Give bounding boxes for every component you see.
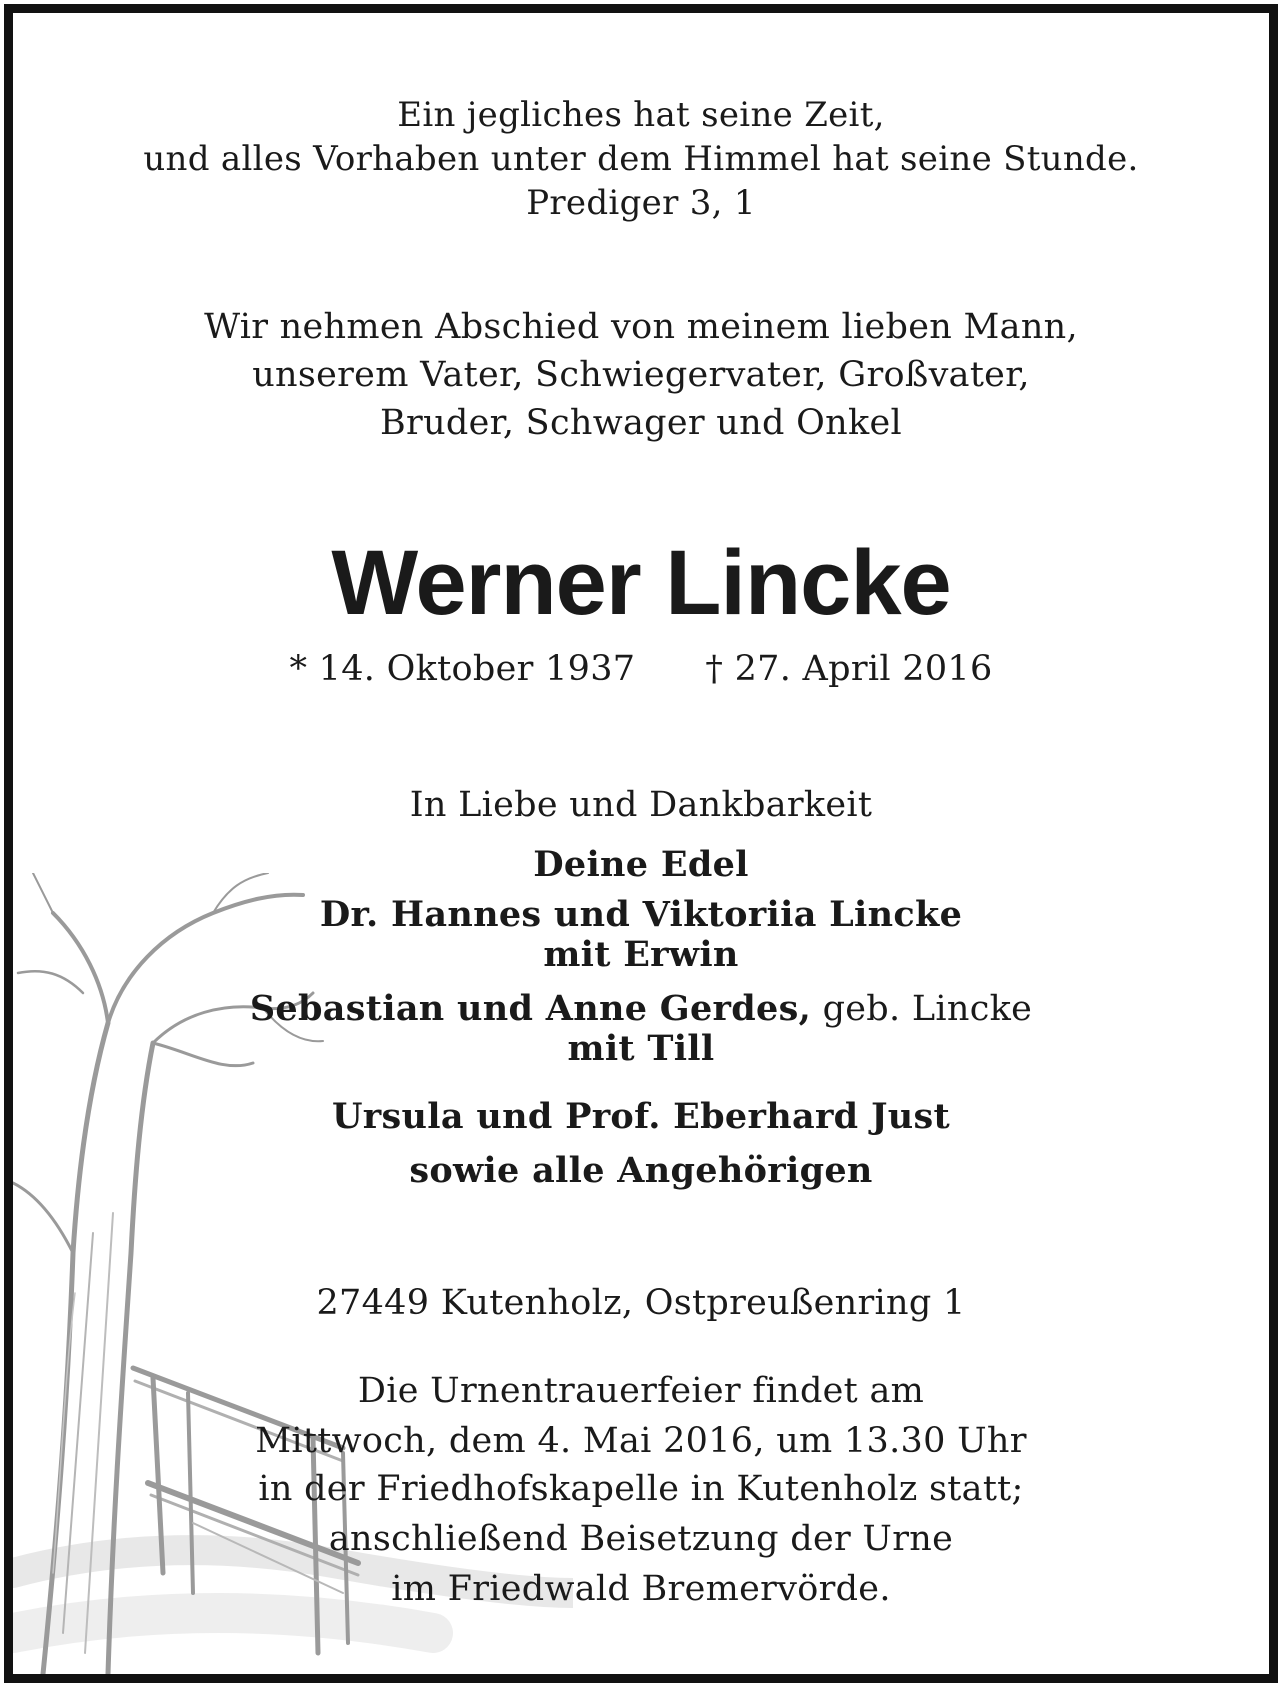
verse-line-1: Ein jegliches hat seine Zeit,: [397, 95, 885, 135]
mourner-line-4-names: Sebastian und Anne Gerdes,: [249, 988, 812, 1029]
intro-line-3: Bruder, Schwager und Onkel: [380, 403, 902, 443]
mourner-line-1: Deine Edel: [533, 844, 749, 885]
mourner-line-7: sowie alle Angehörigen: [409, 1150, 873, 1191]
mourner-line-5: mit Till: [567, 1028, 715, 1069]
obituary-content: [13, 13, 1269, 1674]
life-dates: [13, 647, 1269, 691]
intro-line-2: unserem Vater, Schwiegervater, Großvater,: [252, 355, 1030, 395]
deceased-name: Werner Lincke: [331, 532, 951, 634]
death-date: † 27. April 2016: [705, 649, 993, 689]
ceremony-line-3: in der Friedhofskapelle in Kutenholz statt;: [258, 1469, 1024, 1509]
mourner-line-3: mit Erwin: [543, 934, 739, 975]
mourner-line-4-maiden-name: geb. Lincke: [822, 989, 1033, 1029]
mourners-heading: In Liebe und Dankbarkeit: [409, 785, 873, 825]
mourner-line-6: Ursula und Prof. Eberhard Just: [331, 1096, 951, 1137]
verse-line-2: und alles Vorhaben unter dem Himmel hat seine Stunde.: [143, 139, 1139, 179]
obituary-frame: [4, 4, 1278, 1683]
ceremony-line-1: Die Urnentrauerfeier findet am: [357, 1371, 925, 1411]
intro-line-1: Wir nehmen Abschied von meinem lieben Mann,: [204, 307, 1078, 347]
mourner-line-2: Dr. Hannes und Viktoriia Lincke: [319, 894, 963, 935]
ceremony-line-2: Mittwoch, dem 4. Mai 2016, um 13.30 Uhr: [255, 1421, 1027, 1461]
verse-reference: Prediger 3, 1: [526, 183, 756, 223]
address: 27449 Kutenholz, Ostpreußenring 1: [316, 1283, 966, 1323]
ceremony-line-4: anschließend Beisetzung der Urne: [328, 1519, 954, 1559]
mourner-line-4: [13, 987, 1269, 1031]
ceremony-line-5: im Friedwald Bremervörde.: [391, 1569, 891, 1609]
birth-date: * 14. Oktober 1937: [289, 649, 636, 689]
